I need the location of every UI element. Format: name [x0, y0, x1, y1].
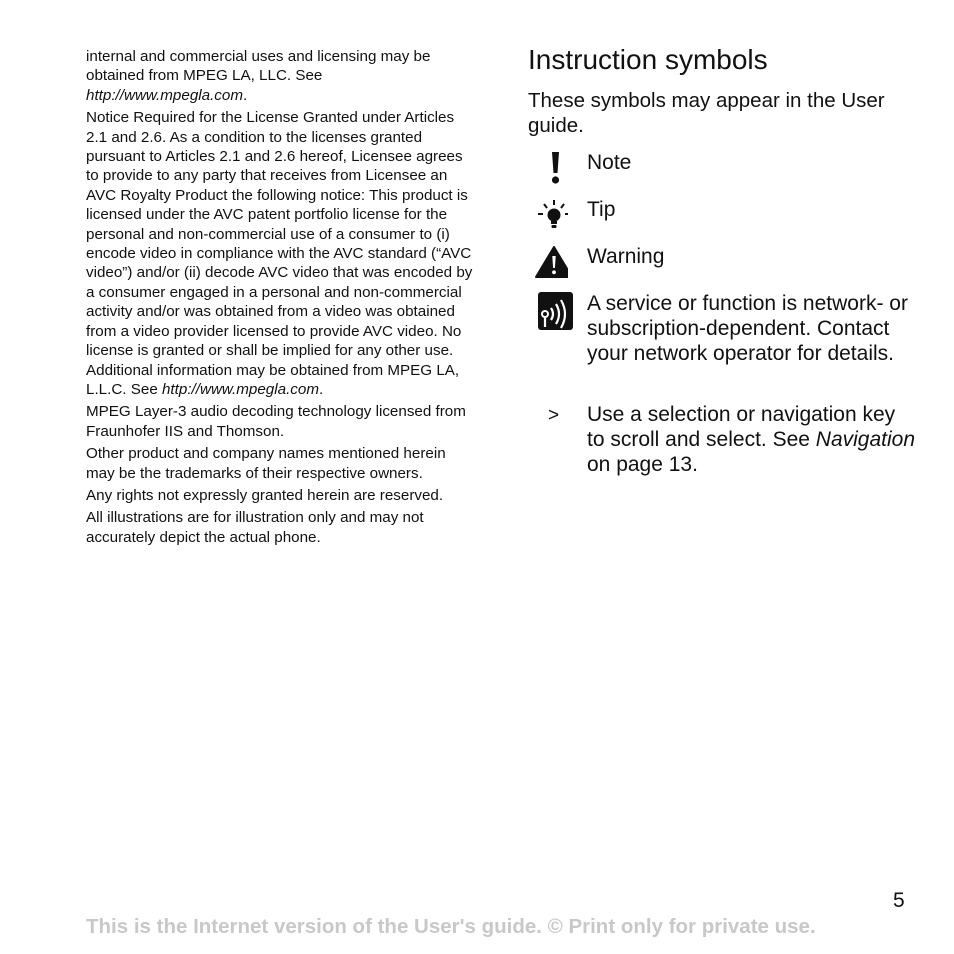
mpegla-url-link[interactable]: http://www.mpegla.com: [161, 380, 319, 398]
network-service-description: A service or function is network- or subscription-dependent. Contact your network operator for details.: [587, 292, 908, 365]
avc-license-paragraph: [86, 108, 478, 399]
warning-label: Warning: [587, 245, 665, 268]
section-intro: These symbols may appear in the User guide.: [528, 89, 885, 137]
footer-disclaimer: This is the Internet version of the User's guide. © Print only for private use.: [86, 915, 816, 938]
instruction-symbols-column: [528, 44, 928, 476]
mpeg-la-paragraph: [86, 47, 478, 105]
navigation-xref-link[interactable]: Navigation: [815, 428, 916, 451]
tip-label: Tip: [587, 198, 616, 221]
period: .: [318, 380, 324, 398]
legal-notice-column: [86, 47, 478, 550]
rights-reserved-paragraph: Any rights not expressly granted herein are reserved.: [86, 486, 444, 504]
page-reference-text: on page 13.: [587, 453, 698, 476]
note-label: Note: [587, 151, 632, 174]
navigation-description: [587, 402, 917, 477]
warning-triangle-icon: [528, 244, 568, 284]
illustrations-paragraph: All illustrations are for illustration only and may not accurately depict the actual phone.: [86, 509, 424, 546]
avc-license-text: Notice Required for the License Granted under Articles 2.1 and 2.6. As a condition to the licenses granted pursuant to Articles 2.1 and 2.6 hereof, Licensee agrees to provide to any party that receives from Licensee an AVC Royalty Product the following notice: This product is licensed under the AVC patent portfolio license for the personal and non-commercial use of a consumer to (i) encode video in compliance with the AVC standard (“AVC video”) and/or (ii) decode AVC video that was encoded by a consumer engaged in a personal and non-commercial activity and/or was obtained from a video was obtained from a video provider licensed to provide AVC video. No license is granted or shall be implied for any other use. Additional information may be obtained from MPEG LA, L.L.C. See: [86, 109, 473, 398]
mpeg-la-text: internal and commercial uses and licensing may be obtained from MPEG LA, LLC. See: [86, 48, 431, 85]
section-title: Instruction symbols: [528, 44, 768, 75]
lightbulb-icon: [528, 197, 568, 237]
navigation-text: Use a selection or navigation key to scroll and select. See: [587, 403, 896, 451]
mpegla-url-link[interactable]: http://www.mpegla.com: [86, 86, 243, 104]
period: .: [243, 86, 248, 104]
mp3-license-paragraph: MPEG Layer-3 audio decoding technology licensed from Fraunhofer IIS and Thomson.: [86, 403, 466, 440]
network-service-icon: [528, 291, 568, 331]
page-number: 5: [893, 889, 905, 912]
trademarks-paragraph: Other product and company names mentioned herein may be the trademarks of their respective owners.: [86, 445, 446, 482]
navigation-arrow-symbol: >: [548, 405, 560, 426]
exclamation-icon: [528, 150, 568, 190]
